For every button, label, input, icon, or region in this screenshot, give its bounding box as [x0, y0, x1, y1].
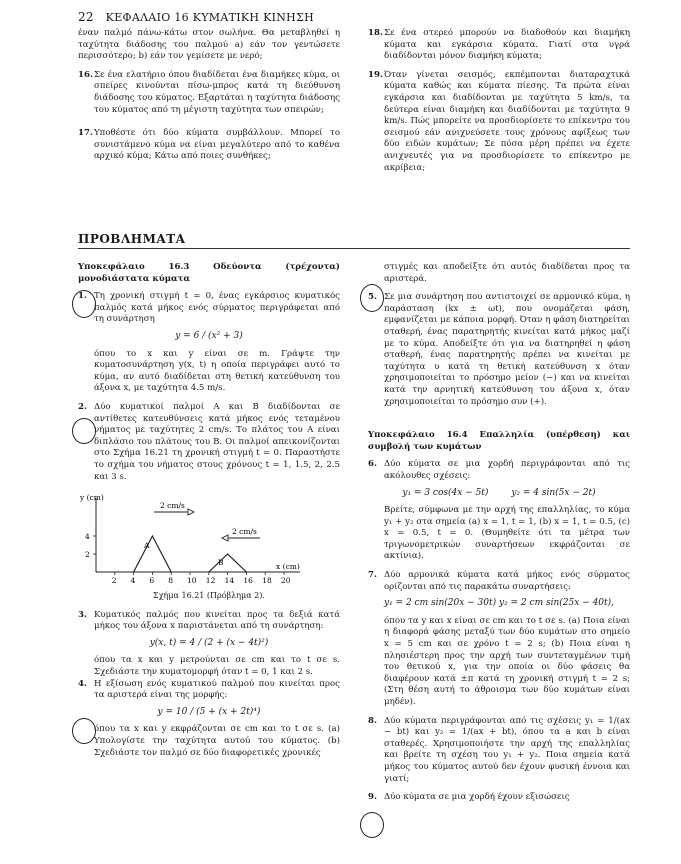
section-rule [78, 248, 630, 249]
handwritten-circle-4 [72, 718, 96, 744]
running-title: ΚΕΦΑΛΑΙΟ 16 ΚΥΜΑΤΙΚΗ ΚΙΝΗΣΗ [105, 11, 315, 24]
question-19: 19. Όταν γίνεται σεισμός, εκπέμπονται διαταραχτικά κύματα καθώς και κύματα πίεσης. Τα πρώτα είναι εγκάρσια και διαδίδονται με ταχύτητα 5 km/s, τα δεύτερα είναι διαμήκη και διαδίδονται με ταχύτητα 9 km/s. Πώς μπορείτε να προσδιορίσετε το επίκεντρο του σεισμού εάν ανιχνεύσετε τους χρόνους αφίξεως των δύο ειδών κυμάτων; Σε πόσα μέρη πρέπει να έχετε ανιχνευτές για να προσδιορίσετε το επίκεντρο με ακρίβεια; [368, 69, 630, 173]
formula-problem-1: y = 6 / (x² + 3) [175, 330, 243, 341]
problem-1: 1. Τη χρονική στιγμή t = 0, ένας εγκάρσιος κυματικός παλμός κατά μήκος ενός σύρματος περιγράφεται από τη συνάρτηση [78, 291, 340, 325]
problem-7-text-b: όπου τα y και x είναι σε cm και το t σε s. (a) Ποια είναι η διαφορά φάσης μεταξύ των δύο κυμάτων στο σημείο x = 5 cm και σε χρόνο t = 2 s; (b) Ποια είναι η πλησιέστερη προς την αρχή των συντεταγμένων τιμή του θετικού x, για την οποία οι δύο φάσεις θα διαφέρουν κατά ±π κατά τη χρονική στιγμή t = 2 s; (Στη θέση αυτή το άθροισμα των δύο κυμάτων είναι μηδέν). [384, 615, 630, 707]
x-tick-label: 12 [205, 576, 216, 586]
problem-4-text-b: όπου τα x και y εκφράζονται σε cm και το t σε s. (a) Υπολογίστε την ταχύτητα αυτού του κύματος. (b) Σχεδιάστε τον παλμό σε δύο διαφορετικές χρονικές [94, 724, 340, 758]
handwritten-circle-2 [72, 418, 96, 444]
x-tick-label: 6 [149, 576, 155, 586]
problem-3: 3. Κυματικός παλμός που κινείται προς τα δεξιά κατά μήκος του άξονα x παριστάνεται από τη συνάρτηση: [78, 609, 340, 632]
problem-9: 9. Δύο κύματα σε μια χορδή έχουν εξισώσεις [368, 792, 570, 803]
figure-caption: Σχήμα 16.21 (Πρόβλημα 2). [153, 591, 265, 601]
pulse-b-label: B [218, 558, 224, 568]
arrowhead-right [188, 509, 194, 515]
problem-6-text-b: Βρείτε, σύμφωνα με την αρχή της επαλληλίας, το κύμα y₁ + y₂ στα σημεία (a) x = 1, t = 1, (b) x = 1, t = 0.5, (c) x = 0.5, t = 0. (Θυμηθείτε ότι τα μέτρα των τριγωνομετρικών συναρτήσεων εκφράζονται σε ακτίνια). [384, 505, 630, 562]
y-tick-label: 2 [85, 550, 90, 560]
problem-7: 7. Δύο αρμονικά κύματα κατά μήκος ενός σύρματος ορίζονται από τις παρακάτω συναρτήσεις: [368, 570, 630, 592]
y-tick-label: 4 [85, 532, 90, 542]
y-axis-label: y (cm) [80, 493, 104, 503]
x-tick-label: 14 [224, 576, 235, 586]
x-tick-label: 4 [130, 576, 136, 586]
formula-problem-3: y(x, t) = 4 / (2 + (x − 4t)²) [149, 637, 269, 648]
pulse-a-label: A [144, 541, 150, 551]
subsection-16-3: Υποκεφάλαιο 16.3 Οδεύοντα (τρέχοντα) μονοδιάστατα κύματα [78, 262, 340, 284]
speed-b-label: 2 cm/s [232, 527, 257, 537]
pulse-b [209, 554, 247, 572]
subsection-16-4: Υποκεφάλαιο 16.4 Επαλληλία (υπέρθεση) και συμβολή των κυμάτων [368, 430, 630, 452]
problem-5: 5. Σε μια συνάρτηση που αντιστοιχεί σε αρμονικό κύμα, η παράσταση (kx ± ωt), που ονομάζεται φάση, εμφανίζεται με κάποια μορφή. Όταν η φάση διατηρείται σταθερή, ένας παρατηρητής κινείται κατά μήκος μαζί με το κύμα. Αποδείξτε ότι για να διατηρηθεί η φάση σταθερή, ένας παρατηρητής πρέπει να κινείται με ταχύτητα υ κατά τη θετική κατεύθυνση x όταν χρησιμοποιείται το πρόσημο μείον (−) και να κινείται κατά την αρνητική κατεύθυνση του άξονα x, όταν χρησιμοποιείται το πρόσημο συν (+). [368, 292, 630, 407]
arrowhead-left [222, 535, 228, 541]
x-tick-label: 2 [111, 576, 117, 586]
problem-1-text-b: όπου το x και y είναι σε m. Γράψτε την κυματοσυνάρτηση y(x, t) η οποία περιγράφει αυτό το κύμα, αν αυτό διαδίδεται στη θετική κατεύθυνση του άξονα x, με ταχύτητα 4.5 m/s. [94, 348, 340, 394]
figure-16-21 [78, 490, 308, 590]
speed-a-label: 2 cm/s [160, 501, 185, 511]
x-axis-label: x (cm) [276, 562, 300, 572]
question-15-continued: έναν παλμό πάνω-κάτω στον σωλήνα. Θα μεταβληθεί η ταχύτητα διάδοσης του παλμού a) εάν τον γεντώσετε περισσότερο; b) εάν τον γεμίσετε με νερό; [78, 28, 340, 62]
section-title: ΠΡΟΒΛΗΜΑΤΑ [78, 232, 186, 246]
formula-problem-6: y₁ = 3 cos(4x − 5t) y₂ = 4 sin(5x − 2t) [402, 487, 596, 498]
pulse-a [134, 536, 172, 572]
x-tick-label: 10 [187, 576, 197, 586]
handwritten-circle-1 [72, 290, 96, 318]
page-number: 22 [78, 10, 94, 24]
problems-left-column [78, 262, 340, 766]
x-tick-label: 20 [281, 576, 291, 586]
question-18: 18. Σε ένα στερεό μπορούν να διαδοθούν και διαμήκη κύματα και εγκάρσια κύματα. Γιατί στα υγρά διαδίδονται μόνον διαμήκη κύματα; [368, 28, 630, 62]
x-ticks [112, 572, 291, 585]
problem-6: 6. Δύο κύματα σε μια χορδή περιγράφονται από τις ακόλουθες σχέσεις: [368, 459, 630, 481]
problem-3-text-b: όπου τα x και y μετρούνται σε cm και το t σε s. Σχεδιάστε την κυματομορφή όταν t = 0, 1 και 2 s. [94, 655, 340, 678]
wave-pulses-plot [78, 490, 308, 590]
top-right-column [368, 28, 630, 181]
running-header [78, 10, 314, 24]
formula-problem-7: y₁ = 2 cm sin(20x − 30t) y₂ = 2 cm sin(25x − 40t), [383, 598, 615, 609]
x-tick-label: 16 [243, 576, 253, 586]
formula-problem-4: y = 10 / (5 + (x + 2t)⁴) [157, 706, 261, 717]
handwritten-circle-5 [360, 284, 384, 312]
problems-right-column [368, 262, 630, 811]
question-16: 16. Σε ένα ελατήριο όπου διαδίδεται ένα διαμήκες κύμα, οι σπείρες κινούνται πίσω-μπρος κατά τη διεύθυνση διάδοσης του κύματος. Εξαρτάται η ταχύτητα διάδοσης του κύματος από τη μέγιστη ταχύτητα των σπειρών; [78, 69, 340, 115]
problem-8: 8. Δύο κύματα περιγράφονται από τις σχέσεις y₁ = 1/(ax − bt) και y₂ = 1/(ax + bt), όπου τα a και b είναι σταθερές. Χρησιμοποιήστε την αρχή της επαλληλίας και βρείτε τη σχέση του y₁ + y₂. Ποια σημεία κατά μήκος του κύματος αυτού δεν έχουν φυσική έννοια και γιατί; [368, 715, 630, 784]
problem-2: 2. Δύο κυματικοί παλμοί A και B διαδίδονται σε αντίθετες κατευθύνσεις κατά μήκος ενός τεταμένου νήματος με ταχύτητες 2 cm/s. Το πλάτος του A είναι διπλάσιο του πλάτους του B. Οι παλμοί απεικονίζονται στο Σχήμα 16.21 τη χρονική στιγμή t = 0. Παραστήστε το σχήμα του νήματος στους χρόνους t = 1, 1.5, 2, 2.5 και 3 s. [78, 401, 340, 482]
x-tick-label: 18 [262, 576, 272, 586]
question-17: 17. Υποθέστε ότι δύο κύματα συμβάλλουν. Μπορεί το συνιστάμενο κύμα να είναι μεγαλύτερο από το καθένα αρχικό κύμα; Κάτω από ποιες συνθήκες; [78, 128, 340, 162]
top-left-column [78, 28, 340, 170]
handwritten-circle-9 [360, 812, 384, 838]
x-tick-label: 8 [168, 576, 173, 586]
problem-4-continued: στιγμές και αποδείξτε ότι αυτός διαδίδεται προς τα αριστερά. [384, 262, 630, 284]
problem-4: 4. Η εξίσωση ενός κυματικού παλμού που κινείται προς τα αριστερά είναι της μορφής: [78, 678, 340, 701]
y-ticks [85, 532, 96, 559]
